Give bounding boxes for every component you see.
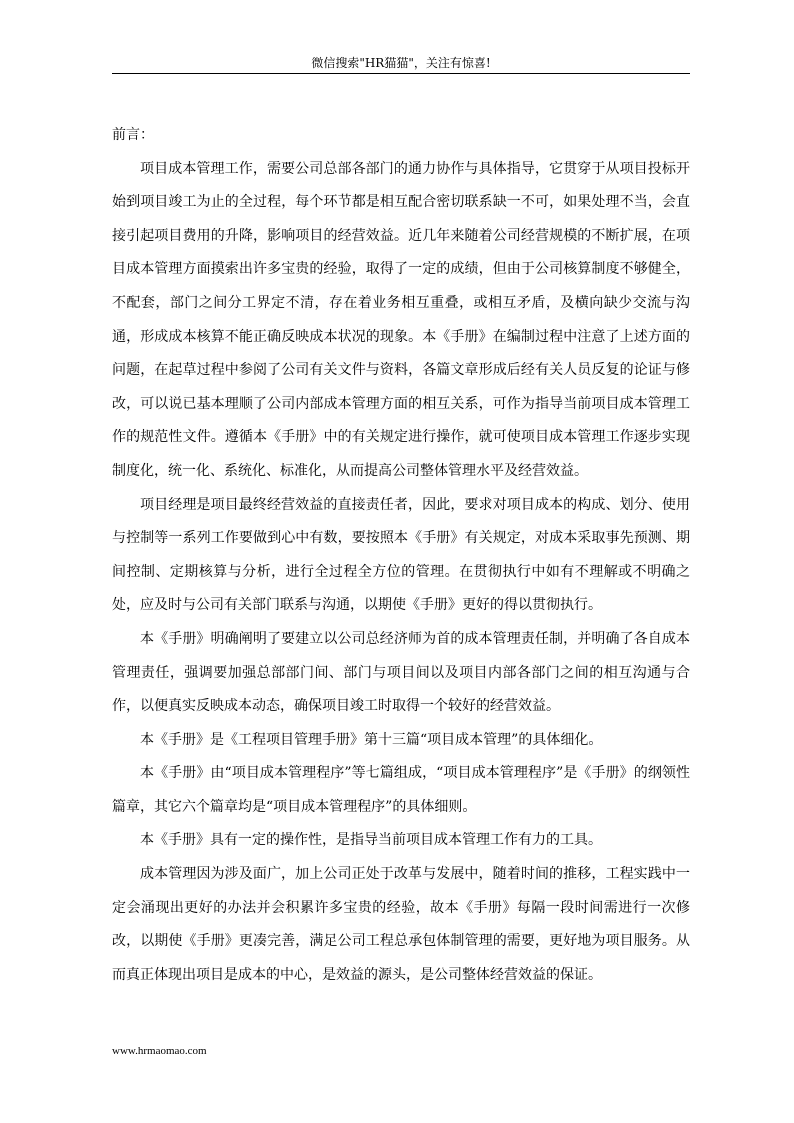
header-divider: [112, 73, 690, 74]
document-body: [112, 119, 690, 992]
paragraph: 项目经理是项目最终经营效益的直接责任者，因此，要求对项目成本的构成、划分、使用与控制等一系列工作要做到心中有数，要按照本《手册》有关规定，对成本采取事先预测、期间控制、定期核算与分析，进行全过程全方位的管理。在贯彻执行中如有不理解或不明确之处，应及时与公司有关部门联系与沟通，以期使《手册》更好的得以贯彻执行。: [112, 496, 690, 614]
preface-heading: 前言：: [112, 127, 154, 143]
paragraph: 成本管理因为涉及面广，加上公司正处于改革与发展中，随着时间的推移，工程实践中一定会涌现出更好的办法并会积累许多宝贵的经验，故本《手册》每隔一段时间需进行一次修改，以期使《手册》更凑完善，满足公司工程总承包体制管理的需要，更好地为项目服务。从而真正体现出项目是成本的中心，是效益的源头，是公司整体经营效益的保证。: [112, 866, 690, 983]
paragraph: 本《手册》明确阐明了要建立以公司总经济师为首的成本管理责任制，并明确了各自成本管理责任，强调要加强总部部门间、部门与项目间以及项目内部各部门之间的相互沟通与合作，以便真实反映成本动态，确保项目竣工时取得一个较好的经营效益。: [112, 630, 690, 715]
footer-url: www.hrmaomao.com: [112, 1045, 207, 1057]
paragraph: 本《手册》是《工程项目管理手册》第十三篇“项目成本管理”的具体细化。: [140, 731, 603, 748]
paragraph: 本《手册》由“项目成本管理程序”等七篇组成，“项目成本管理程序”是《手册》的纲领性篇章，其它六个篇章均是“项目成本管理程序”的具体细则。: [112, 765, 690, 815]
paragraph: 项目成本管理工作，需要公司总部各部门的通力协作与具体指导，它贯穿于从项目投标开始到项目竣工为止的全过程，每个环节都是相互配合密切联系缺一不可，如果处理不当，会直接引起项目费用的升降，影响项目的经营效益。近几年来随着公司经营规模的不断扩展，在项目成本管理方面摸索出许多宝贵的经验，取得了一定的成绩，但由于公司核算制度不够健全，不配套，部门之间分工界定不清，存在着业务相互重叠，或相互矛盾，及横向缺少交流与沟通，形成成本核算不能正确反映成本状况的现象。本《手册》在编制过程中注意了上述方面的问题，在起草过程中参阅了公司有关文件与资料，各篇文章形成后经有关人员反复的论证与修改，可以说已基本理顺了公司内部成本管理方面的相互关系，可作为指导当前项目成本管理工作的规范性文件。遵循本《手册》中的有关规定进行操作，就可使项目成本管理工作逐步实现制度化，统一化、系统化、标准化，从而提高公司整体管理水平及经营效益。: [112, 160, 690, 479]
page-header: 微信搜索"HR猫猫"，关注有惊喜!: [311, 56, 491, 70]
paragraph: 本《手册》具有一定的操作性，是指导当前项目成本管理工作有力的工具。: [140, 832, 602, 849]
